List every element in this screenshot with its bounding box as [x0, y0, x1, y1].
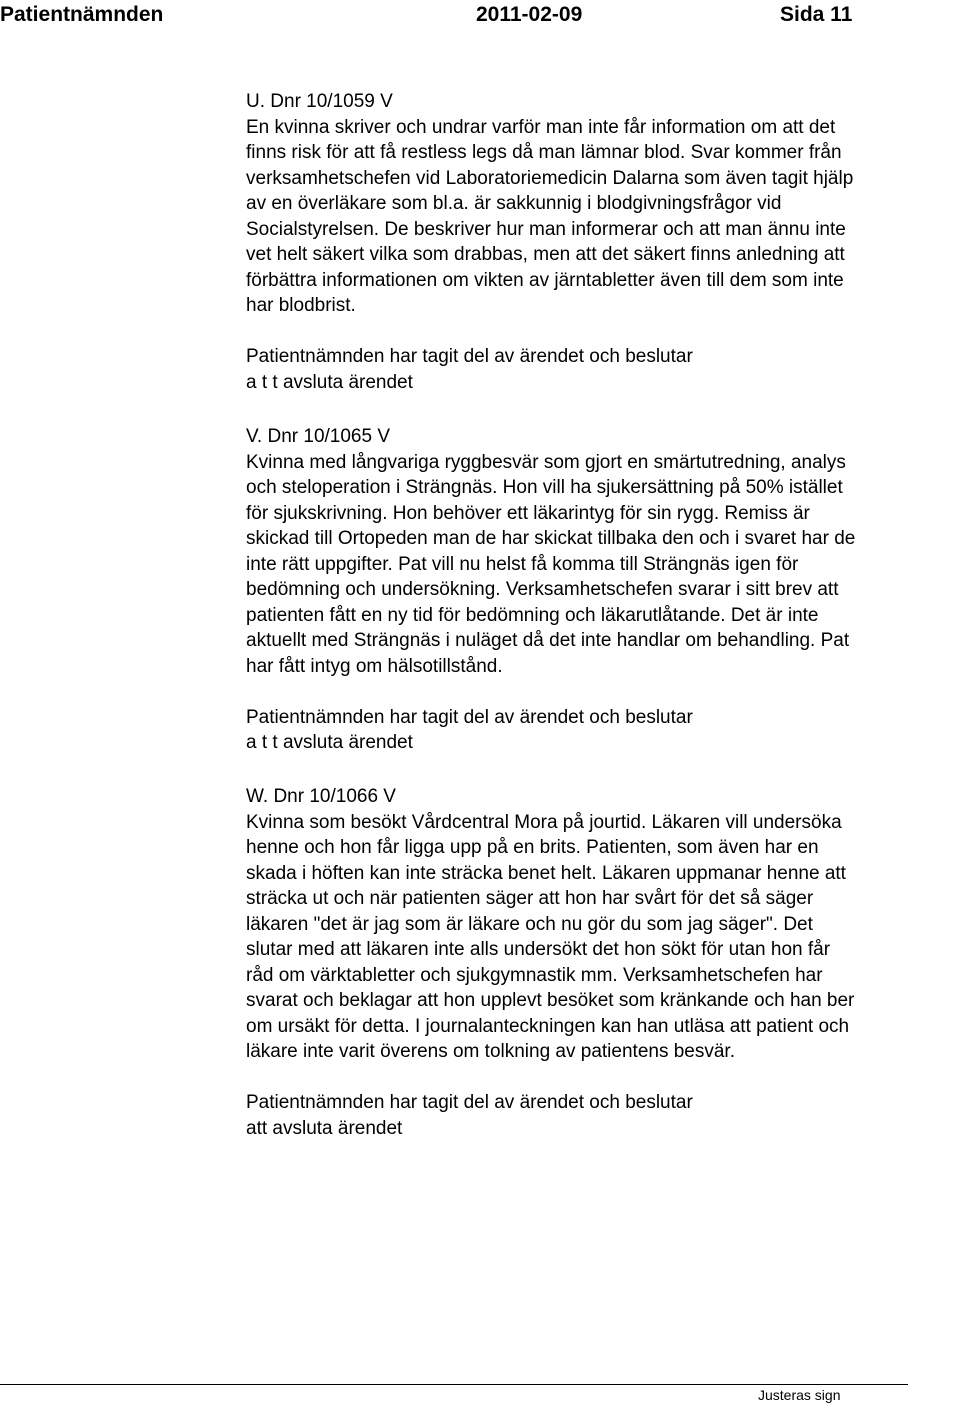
page-header [0, 0, 960, 30]
case-decision-line: att avsluta ärendet [246, 1117, 403, 1139]
case-body-line: och steloperation i Strängnäs. Hon vill ha sjukersättning på 50% istället [246, 477, 843, 498]
case-body-line: finns risk för att få restless legs då man lämnar blod. Svar kommer från [246, 142, 842, 163]
case-body-line: Kvinna med långvariga ryggbesvär som gjort en smärtutredning, analys [246, 451, 846, 473]
case-body-line: råd om värktabletter och sjukgymnastik mm. Verksamhetschefen har [246, 964, 823, 986]
case-v [246, 424, 960, 756]
case-body-line: läkaren "det är jag som är läkare och nu gör du som jag säger". Det [246, 913, 813, 935]
case-body-line: skickad till Ortopeden man de har skickat tillbaka den och i svaret har de [246, 528, 856, 549]
case-heading: W. Dnr 10/1066 V [246, 786, 396, 807]
case-decision-line: a t t avsluta ärendet [246, 371, 413, 393]
header-page-number: Sida 11 [780, 3, 853, 26]
case-decision-line: Patientnämnden har tagit del av ärendet och beslutar [246, 346, 693, 367]
case-body-line: vet helt säkert vilka som drabbas, men att det säkert finns anledning att [246, 244, 845, 265]
case-body-line: En kvinna skriver och undrar varför man inte får information om att det [246, 116, 836, 138]
case-body-line: har blodbrist. [246, 295, 356, 316]
case-body-line: bedömning och undersökning. Verksamhetschefen svarar i sitt brev att [246, 579, 839, 600]
header-title: Patientnämnden [0, 3, 164, 26]
case-body-line: för sjukskrivning. Hon behöver ett läkarintyg för sin rygg. Remiss är [246, 502, 810, 524]
case-body-line: av en överläkare som bl.a. är sakkunnig i blodgivningsfrågor vid [246, 193, 782, 214]
case-body-line: slutar med att läkaren inte alls undersökt det hon sökt för utan hon får [246, 939, 831, 960]
case-body-line: läkare inte varit överens om tolkning av patientens besvär. [246, 1041, 735, 1062]
case-decision-line: Patientnämnden har tagit del av ärendet och beslutar [246, 706, 693, 728]
case-body-line: patienten fått en ny tid för bedömning och läkarutlåtande. Det är inte [246, 604, 819, 626]
case-body-line: förbättra informationen om vikten av järntabletter även till dem som inte [246, 269, 844, 291]
case-heading: U. Dnr 10/1059 V [246, 91, 393, 112]
signature-line [0, 1384, 908, 1385]
signature-label: Justeras sign [758, 1387, 841, 1403]
case-body-line: inte rätt uppgifter. Pat vill nu helst få komma till Strängnäs igen för [246, 553, 799, 575]
case-body-line: Socialstyrelsen. De beskriver hur man informerar och att man ännu inte [246, 218, 846, 240]
case-heading: V. Dnr 10/1065 V [246, 426, 391, 447]
case-decision-line: Patientnämnden har tagit del av ärendet och beslutar [246, 1092, 693, 1113]
case-body-line: henne och hon får ligga upp på en brits. Patienten, som även har en [246, 837, 819, 858]
case-body-line: har fått intyg om hälsotillstånd. [246, 655, 503, 677]
case-decision-line: a t t avsluta ärendet [246, 732, 413, 753]
header-date: 2011-02-09 [476, 3, 583, 26]
case-body-line: aktuellt med Strängnäs i nuläget då det inte handlar om behandling. Pat [246, 630, 850, 651]
case-body-line: sträcka ut och när patienten säger att hon har svårt för det så säger [246, 888, 814, 909]
case-w [246, 784, 960, 1141]
case-body-line: verksamhetschefen vid Laboratoriemedicin Dalarna som även tagit hjälp [246, 167, 854, 189]
case-body-line: Kvinna som besökt Vårdcentral Mora på jourtid. Läkaren vill undersöka [246, 811, 842, 833]
case-u [246, 89, 960, 395]
case-body-line: svarat och beklagar att hon upplevt besöket som kränkande och han ber [246, 990, 855, 1011]
case-body-line: om ursäkt för detta. I journalanteckningen kan han utläsa att patient och [246, 1015, 850, 1037]
case-body-line: skada i höften kan inte sträcka benet helt. Läkaren uppmanar henne att [246, 862, 846, 884]
